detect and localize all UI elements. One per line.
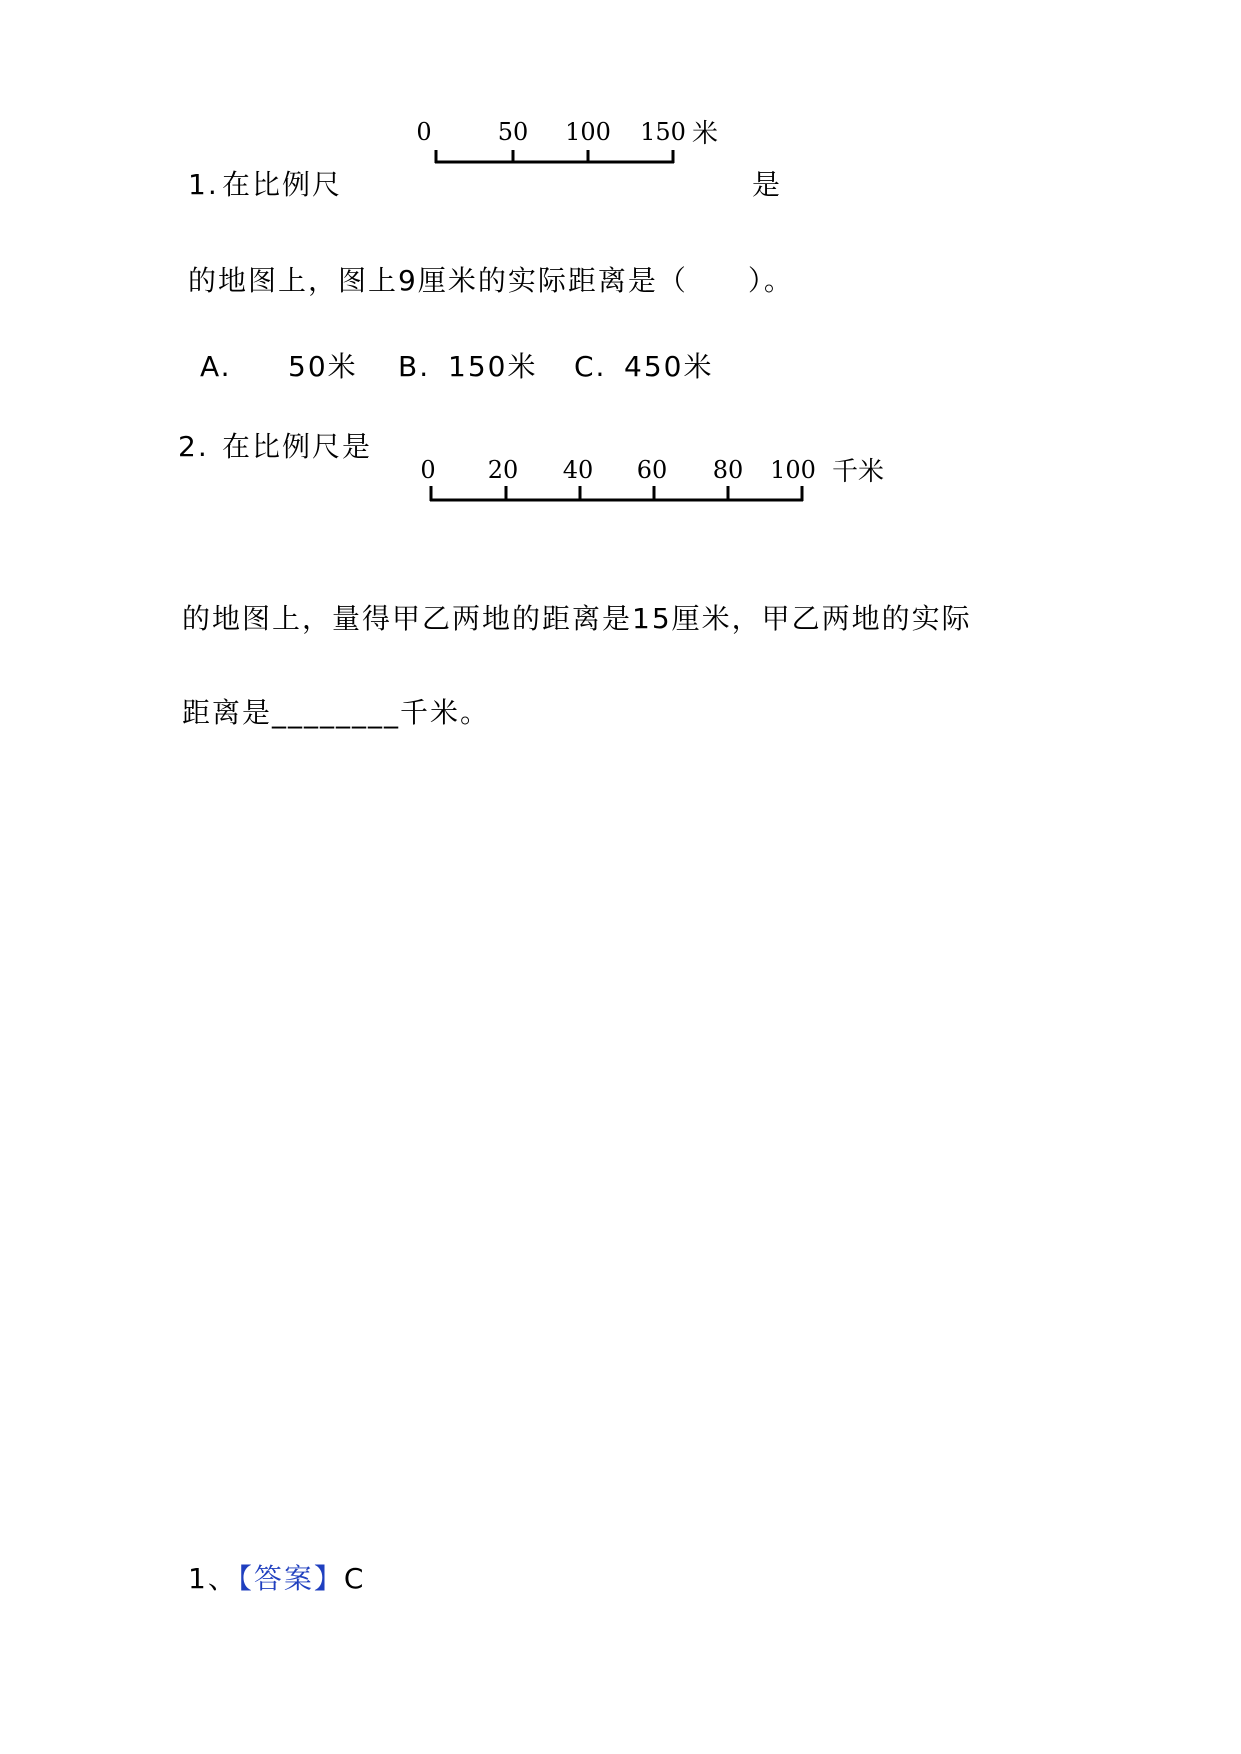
q1-tick-2: 100: [565, 118, 611, 146]
q2-line3-prefix: 距离是: [182, 696, 273, 729]
q2-unit: 千米: [832, 457, 885, 487]
q2-line3-suffix: 千米。: [400, 696, 491, 729]
q2-tick-2: 40: [562, 456, 594, 484]
q1-option-b-value: 150米: [448, 350, 538, 383]
q1-option-b-label: B.: [398, 350, 431, 383]
q1-tick-1: 50: [497, 118, 529, 146]
q2-prefix: 在比例尺是: [222, 430, 373, 463]
q1-tick-0: 0: [416, 118, 432, 146]
q2-scale-bar: [420, 456, 900, 526]
answer-bracket-text: 【答案】: [237, 1562, 344, 1595]
q1-number: 1.: [188, 168, 219, 201]
q1-prefix: 在比例尺: [222, 168, 343, 201]
q2-number: 2.: [178, 430, 209, 463]
q1-option-a-label: A.: [200, 350, 232, 383]
q1-unit: 米: [692, 119, 719, 149]
q1-line2: 的地图上，图上9厘米的实际距离是（ ）。: [188, 264, 794, 297]
q2-tick-3: 60: [636, 456, 668, 484]
q1-suffix: 是: [752, 168, 783, 201]
q2-tick-0: 0: [420, 456, 436, 484]
answer-line: [188, 1562, 365, 1596]
answer-value: C: [343, 1562, 366, 1595]
q1-option-c-value: 450米: [624, 350, 714, 383]
q2-answer-blank: ________: [272, 696, 401, 729]
answer-number: 1、: [188, 1562, 238, 1595]
q2-line3: [182, 696, 490, 730]
q2-tick-1: 20: [487, 456, 519, 484]
q2-line2: 的地图上，量得甲乙两地的距离是15厘米，甲乙两地的实际: [182, 602, 972, 635]
q1-scale-bar: [416, 118, 740, 178]
q1-option-a-value: 50米: [288, 350, 358, 383]
q2-tick-5: 100: [770, 456, 816, 484]
q1-option-c-label: C.: [574, 350, 607, 383]
q2-tick-4: 80: [712, 456, 744, 484]
q1-tick-3: 150: [640, 118, 686, 146]
